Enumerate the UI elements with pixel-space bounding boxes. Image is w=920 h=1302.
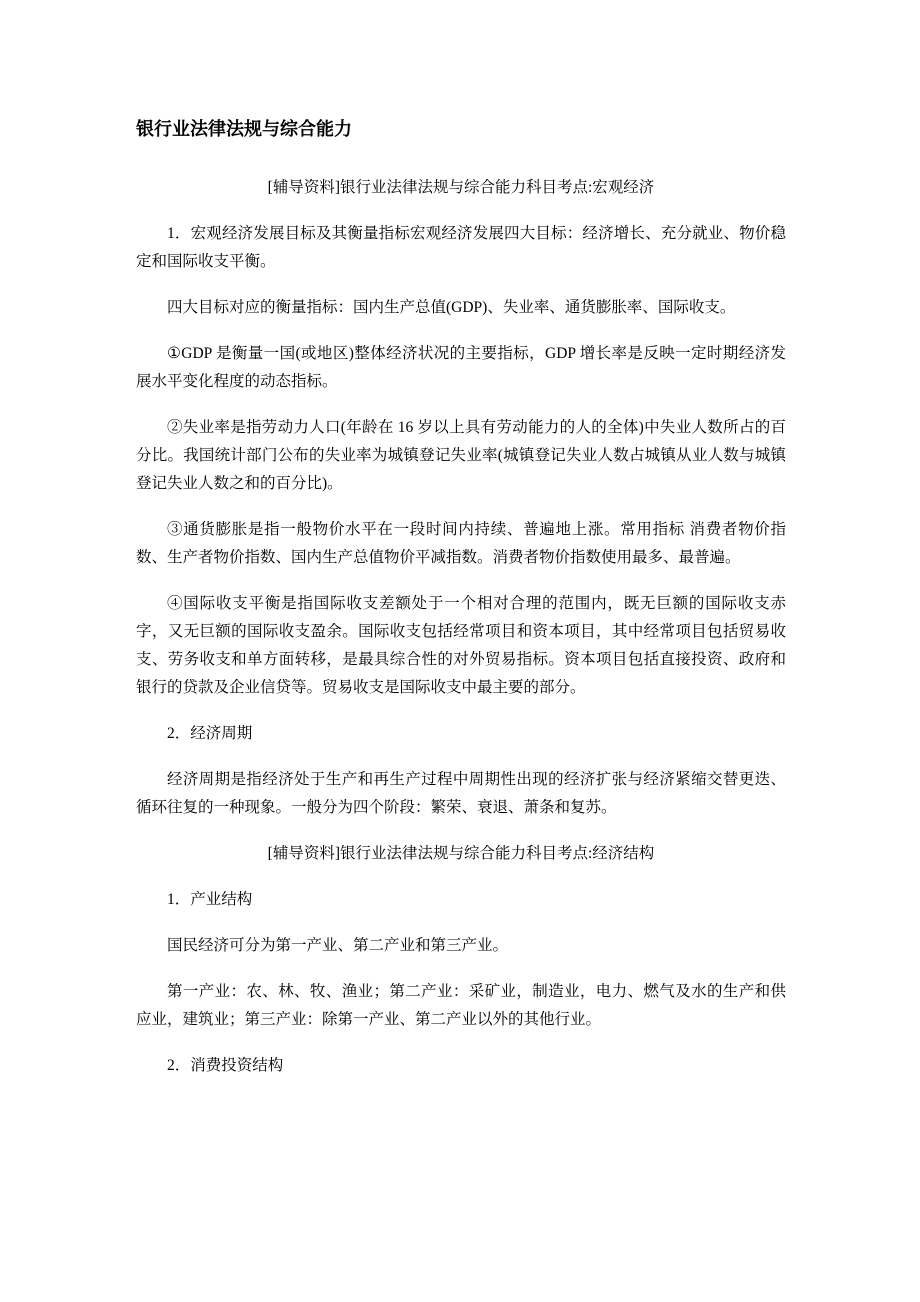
para-four-goals: 1．宏观经济发展目标及其衡量指标宏观经济发展四大目标：经济增长、充分就业、物价稳定和国际收支平衡。: [136, 225, 786, 270]
section-heading-macroeconomics: [辅导资料]银行业法律法规与综合能力科目考点:宏观经济: [267, 179, 655, 196]
para-balance-of-payments: ④国际收支平衡是指国际收支差额处于一个相对合理的范围内，既无巨额的国际收支赤字，又无巨额的国际收支盈余。国际收支包括经常项目和资本项目，其中经常项目包括贸易收支、劳务收支和单方面转移，是最具综合性的对外贸易指标。资本项目包括直接投资、政府和银行的贷款及企业信贷等。贸易收支是国际收支中最主要的部分。: [136, 595, 786, 696]
para-industrial-structure-heading: 1．产业结构: [167, 891, 253, 908]
para-three-industries: 国民经济可分为第一产业、第二产业和第三产业。: [167, 937, 509, 954]
para-economic-cycle-heading: 2．经济周期: [167, 725, 253, 742]
para-consumption-investment-heading: 2．消费投资结构: [167, 1057, 284, 1074]
para-inflation: ③通货膨胀是指一般物价水平在一段时间内持续、普遍地上涨。常用指标 消费者物价指数、生产者物价指数、国内生产总值物价平减指数。消费者物价指数使用最多、最普遍。: [136, 521, 786, 566]
document-title: 银行业法律法规与综合能力: [136, 119, 352, 139]
para-economic-cycle: 经济周期是指经济处于生产和再生产过程中周期性出现的经济扩张与经济紧缩交替更迭、循环往复的一种现象。一般分为四个阶段：繁荣、衰退、萧条和复苏。: [136, 771, 786, 816]
para-four-indicators: 四大目标对应的衡量指标：国内生产总值(GDP)、失业率、通货膨胀率、国际收支。: [167, 299, 736, 316]
para-industry-definitions: 第一产业：农、林、牧、渔业；第二产业：采矿业，制造业，电力、燃气及水的生产和供应业，建筑业；第三产业：除第一产业、第二产业以外的其他行业。: [136, 983, 786, 1028]
para-gdp: ①GDP 是衡量一国(或地区)整体经济状况的主要指标，GDP 增长率是反映一定时期经济发展水平变化程度的动态指标。: [136, 345, 786, 390]
section-heading-economic-structure: [辅导资料]银行业法律法规与综合能力科目考点:经济结构: [267, 845, 655, 862]
para-unemployment-rate: ②失业率是指劳动力人口(年龄在 16 岁以上具有劳动能力的人的全体)中失业人数所占的百分比。我国统计部门公布的失业率为城镇登记失业率(城镇登记失业人数占城镇从业人数与城镇登记失业人数之和的百分比)。: [136, 419, 786, 492]
